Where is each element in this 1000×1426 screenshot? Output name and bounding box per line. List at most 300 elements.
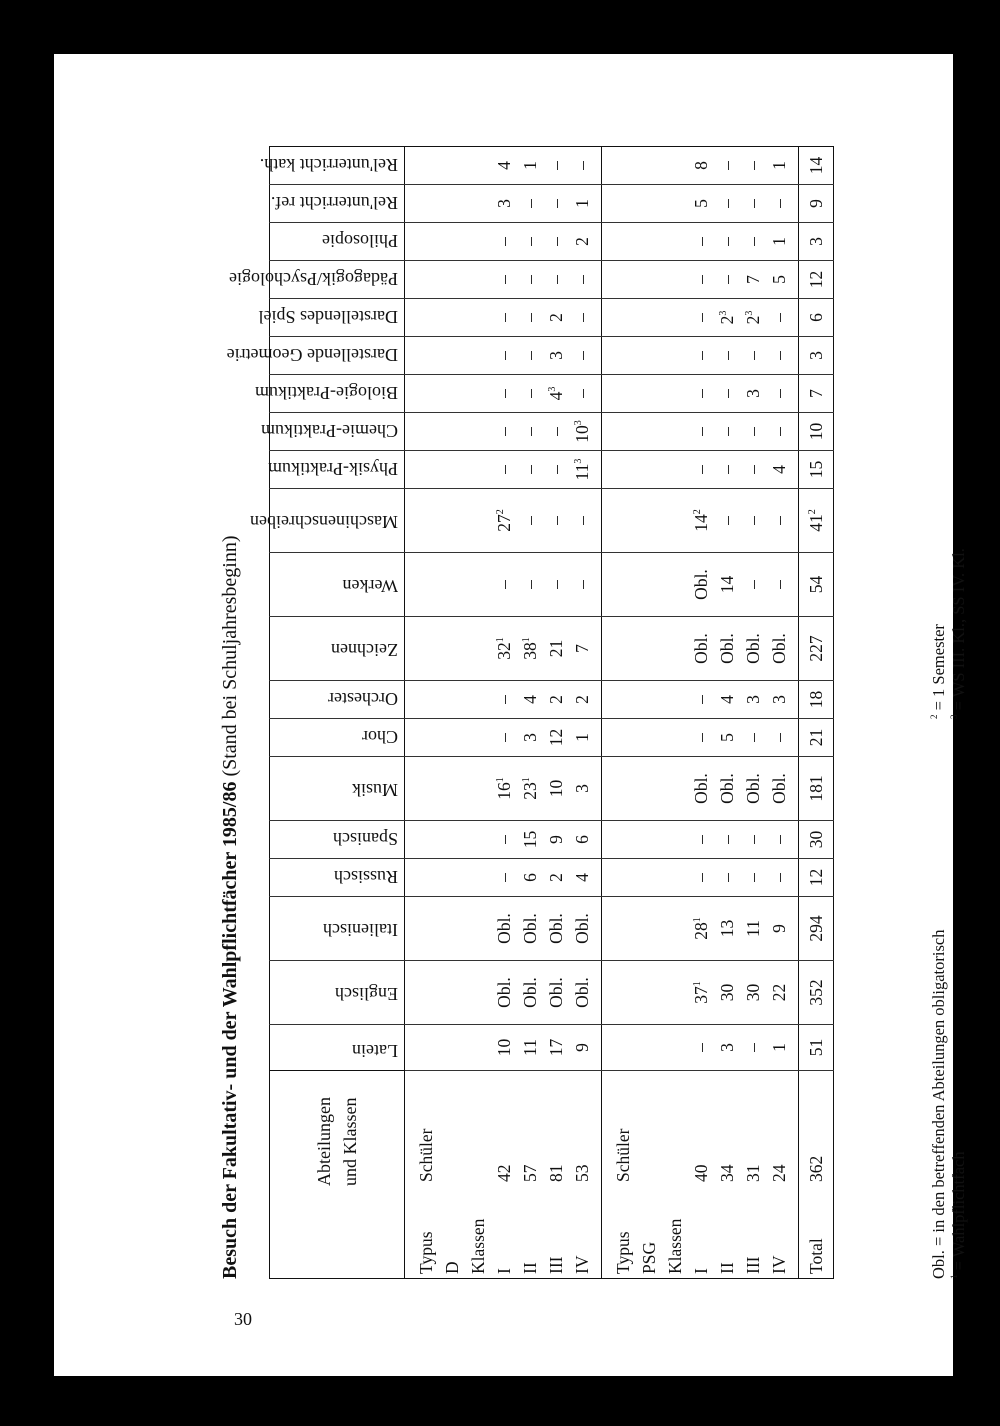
spacer xyxy=(413,961,439,1024)
spacer xyxy=(465,489,491,552)
data-column xyxy=(602,617,799,681)
footnote-mark: 1 xyxy=(692,917,703,923)
data-column xyxy=(405,299,602,337)
spacer xyxy=(636,1025,662,1070)
data-column xyxy=(405,617,602,681)
spacer xyxy=(636,617,662,680)
table-cell: 2 xyxy=(717,315,737,325)
klasse: III xyxy=(546,1256,566,1274)
schueler-count: 57 xyxy=(520,1164,540,1182)
table-cell: 3 xyxy=(743,695,763,704)
data-column xyxy=(602,299,799,337)
spacer xyxy=(465,185,491,222)
table-cell: 1 xyxy=(769,161,789,170)
table-cell: 4 xyxy=(717,695,737,704)
table-cell: 7 xyxy=(806,389,826,398)
spacer xyxy=(610,489,636,552)
spacer xyxy=(413,617,439,680)
table-cell-sup xyxy=(569,413,595,450)
total-cell xyxy=(799,821,834,859)
table-cell: 14 xyxy=(691,514,711,532)
total-cell xyxy=(799,897,834,961)
schueler-label: Schüler xyxy=(613,1128,633,1182)
page-number: 30 xyxy=(234,1309,252,1329)
table-cell: 3 xyxy=(494,199,514,208)
spacer xyxy=(662,1025,688,1070)
spacer xyxy=(465,553,491,616)
table-cell: Obl. xyxy=(546,913,566,944)
table-cell: – xyxy=(691,237,711,246)
table-cell: – xyxy=(520,199,540,208)
schueler-count: 81 xyxy=(546,1164,566,1182)
table-cell: 15 xyxy=(806,460,826,479)
spacer xyxy=(413,1025,439,1070)
table-cell: – xyxy=(494,275,514,284)
spacer xyxy=(662,337,688,374)
table-cell: Obl. xyxy=(691,569,711,600)
klasse-row-label xyxy=(714,1071,740,1274)
table-cell: 14 xyxy=(717,575,737,594)
table-cell: – xyxy=(572,313,592,322)
data-column xyxy=(602,451,799,489)
table-cell: – xyxy=(520,275,540,284)
table-cell: – xyxy=(743,427,763,436)
spacer xyxy=(662,961,688,1024)
spacer xyxy=(439,451,465,488)
spacer xyxy=(610,897,636,960)
total-cell xyxy=(799,757,834,821)
spacer xyxy=(636,185,662,222)
data-column xyxy=(405,757,602,821)
table-cell: – xyxy=(494,351,514,360)
table-cell: – xyxy=(572,516,592,525)
table-cell: – xyxy=(743,835,763,844)
table-cell: 54 xyxy=(806,575,826,594)
table-cell: 9 xyxy=(769,924,789,933)
row-labels xyxy=(602,1071,799,1279)
data-column xyxy=(405,821,602,859)
table-cell: 7 xyxy=(743,275,763,284)
total-cell xyxy=(799,961,834,1025)
klasse: IV xyxy=(769,1255,789,1274)
total-cell xyxy=(799,337,834,375)
table-cell: 4 xyxy=(494,161,514,170)
table-cell: – xyxy=(520,465,540,474)
table-cell: – xyxy=(743,580,763,589)
table-cell: Obl. xyxy=(520,913,540,944)
spacer xyxy=(610,451,636,488)
col-header: Musik xyxy=(270,757,405,821)
table-cell: 3 xyxy=(806,351,826,360)
spacer xyxy=(413,413,439,450)
col-header: Zeichnen xyxy=(270,617,405,681)
total-cell xyxy=(799,1025,834,1071)
table-cell: – xyxy=(769,199,789,208)
spacer xyxy=(610,553,636,616)
spacer xyxy=(610,185,636,222)
spacer xyxy=(465,757,491,820)
spacer xyxy=(610,413,636,450)
col-header: Biologie-Praktikum xyxy=(270,375,405,413)
table-cell: – xyxy=(743,516,763,525)
spacer xyxy=(636,897,662,960)
table-cell: – xyxy=(743,237,763,246)
data-column xyxy=(405,451,602,489)
klassen-label: Klassen xyxy=(468,1218,488,1274)
col-header: Philosopie xyxy=(270,223,405,261)
spacer xyxy=(465,451,491,488)
table-cell: – xyxy=(520,351,540,360)
table-cell: 27 xyxy=(494,514,514,532)
table-cell: – xyxy=(717,161,737,170)
spacer xyxy=(413,859,439,896)
spacer xyxy=(636,757,662,820)
table-cell: Obl. xyxy=(572,977,592,1008)
data-column xyxy=(405,375,602,413)
table-cell: 14 xyxy=(806,156,826,175)
table-cell: – xyxy=(769,733,789,742)
typus-value: PSG xyxy=(639,1241,659,1274)
data-column xyxy=(405,897,602,961)
spacer xyxy=(413,757,439,820)
spacer xyxy=(610,223,636,260)
table-cell: 9 xyxy=(806,199,826,208)
table-cell: – xyxy=(546,580,566,589)
spacer xyxy=(465,375,491,412)
scanned-page xyxy=(54,54,968,1376)
table-cell: 12 xyxy=(546,728,566,747)
header-row xyxy=(270,147,405,1279)
table-cell: – xyxy=(743,465,763,474)
spacer xyxy=(439,261,465,298)
spacer xyxy=(610,617,636,680)
table-cell: 21 xyxy=(546,639,566,658)
table-cell: – xyxy=(769,873,789,882)
data-column xyxy=(602,961,799,1025)
spacer xyxy=(413,719,439,756)
spacer xyxy=(662,821,688,858)
table-cell: – xyxy=(691,427,711,436)
footnote-mark: 3 xyxy=(718,310,729,316)
table-cell-sup xyxy=(517,617,543,680)
spacer xyxy=(465,681,491,718)
table-cell: 18 xyxy=(806,690,826,709)
footnote-mark: 3 xyxy=(744,310,755,316)
table-cell: 41 xyxy=(806,514,826,532)
table-cell: 37 xyxy=(691,986,711,1004)
table-cell: – xyxy=(743,733,763,742)
total-cell xyxy=(799,451,834,489)
table-cell: 11 xyxy=(743,920,763,937)
footnotes xyxy=(929,199,969,1279)
table-cell-sup xyxy=(688,489,714,552)
table-cell: 51 xyxy=(806,1038,826,1057)
table-cell-sup xyxy=(714,299,740,336)
data-column xyxy=(602,757,799,821)
spacer xyxy=(610,961,636,1024)
table-cell: – xyxy=(520,427,540,436)
table-cell: – xyxy=(494,427,514,436)
spacer xyxy=(439,489,465,552)
table-cell: 3 xyxy=(806,237,826,246)
data-column xyxy=(405,413,602,451)
spacer xyxy=(610,859,636,896)
table-cell: 3 xyxy=(572,784,592,793)
table-cell: Obl. xyxy=(520,977,540,1008)
data-column xyxy=(602,337,799,375)
table-cell: – xyxy=(717,351,737,360)
table-cell: 227 xyxy=(806,635,826,662)
table-cell: – xyxy=(717,465,737,474)
table-cell-sup xyxy=(517,757,543,820)
spacer xyxy=(636,821,662,858)
data-column xyxy=(602,553,799,617)
table-cell: – xyxy=(717,389,737,398)
table-cell: – xyxy=(717,199,737,208)
table-cell: 1 xyxy=(572,199,592,208)
block-typus-d xyxy=(405,147,602,1279)
table-cell: 1 xyxy=(572,733,592,742)
table-cell: – xyxy=(572,389,592,398)
typus-value: D xyxy=(442,1261,462,1274)
table-cell-sup xyxy=(543,375,569,412)
table-cell: – xyxy=(743,161,763,170)
table-cell: – xyxy=(769,351,789,360)
data-column xyxy=(405,681,602,719)
table-cell: 8 xyxy=(691,161,711,170)
spacer xyxy=(636,451,662,488)
table-cell: 16 xyxy=(494,782,514,800)
data-column xyxy=(602,413,799,451)
table-cell: 2 xyxy=(546,695,566,704)
spacer xyxy=(439,413,465,450)
col-header: Maschinenschreiben xyxy=(270,489,405,553)
sup-2: 2 xyxy=(929,714,939,719)
klasse: I xyxy=(494,1268,514,1274)
spacer xyxy=(662,719,688,756)
table-cell: 2 xyxy=(572,237,592,246)
spacer xyxy=(662,553,688,616)
spacer xyxy=(662,617,688,680)
table-cell: – xyxy=(494,695,514,704)
spacer xyxy=(636,299,662,336)
data-column xyxy=(602,185,799,223)
spacer xyxy=(465,961,491,1024)
spacer xyxy=(439,1025,465,1070)
table-cell: – xyxy=(494,313,514,322)
table-cell: 30 xyxy=(717,983,737,1002)
data-column xyxy=(602,147,799,185)
spacer xyxy=(465,719,491,756)
table-cell: – xyxy=(691,389,711,398)
total-label: Total xyxy=(806,1238,826,1274)
footnote-line-2 xyxy=(949,199,969,1279)
table-cell: 294 xyxy=(806,915,826,942)
footnote-mark: 2 xyxy=(495,509,506,515)
table-cell: 3 xyxy=(546,351,566,360)
table-cell: – xyxy=(572,351,592,360)
table-cell: – xyxy=(691,351,711,360)
klasse: II xyxy=(520,1262,540,1274)
table-cell: – xyxy=(691,733,711,742)
klasse: I xyxy=(691,1268,711,1274)
table-cell: 32 xyxy=(494,642,514,660)
data-column xyxy=(602,489,799,553)
table-cell: 2 xyxy=(546,873,566,882)
table-cell: Obl. xyxy=(494,977,514,1008)
spacer xyxy=(636,261,662,298)
spacer xyxy=(662,451,688,488)
spacer xyxy=(662,413,688,450)
table-cell: – xyxy=(743,873,763,882)
spacer xyxy=(413,261,439,298)
table-cell: 7 xyxy=(572,644,592,653)
spacer xyxy=(465,1025,491,1070)
spacer xyxy=(610,261,636,298)
klasse-row-label xyxy=(688,1071,714,1274)
table-cell: 3 xyxy=(743,389,763,398)
data-column xyxy=(405,337,602,375)
spacer xyxy=(662,261,688,298)
col-header: Pädagogik/Psychologie xyxy=(270,261,405,299)
total-cell xyxy=(799,299,834,337)
total-cell xyxy=(799,859,834,897)
table-cell: – xyxy=(717,873,737,882)
footnote-mark: 1 xyxy=(692,981,703,987)
spacer xyxy=(465,821,491,858)
table-cell: – xyxy=(691,873,711,882)
table-cell: 3 xyxy=(717,1043,737,1052)
table-cell: – xyxy=(494,835,514,844)
data-column xyxy=(405,553,602,617)
spacer xyxy=(413,337,439,374)
table-cell: – xyxy=(691,465,711,474)
spacer xyxy=(465,147,491,184)
spacer xyxy=(636,681,662,718)
spacer xyxy=(636,719,662,756)
klasse-row-label xyxy=(517,1071,543,1274)
spacer xyxy=(413,681,439,718)
table-cell: 4 xyxy=(572,873,592,882)
table-cell: – xyxy=(691,275,711,284)
spacer xyxy=(662,375,688,412)
data-column xyxy=(405,859,602,897)
spacer xyxy=(636,489,662,552)
spacer xyxy=(636,961,662,1024)
footnote-mark: 1 xyxy=(495,637,506,643)
table-cell: 5 xyxy=(717,733,737,742)
data-column xyxy=(405,961,602,1025)
table-cell: 352 xyxy=(806,979,826,1006)
footnote-mark: 3 xyxy=(573,458,584,464)
spacer xyxy=(439,897,465,960)
schueler-count: 34 xyxy=(717,1164,737,1182)
data-column xyxy=(405,223,602,261)
table-cell: 5 xyxy=(691,199,711,208)
data-column xyxy=(602,375,799,413)
col-header: Spanisch xyxy=(270,821,405,859)
klassen-label: Klassen xyxy=(665,1218,685,1274)
spacer xyxy=(439,147,465,184)
table-cell: – xyxy=(546,516,566,525)
table-cell: Obl. xyxy=(691,633,711,664)
table-cell: Obl. xyxy=(494,913,514,944)
col-header: Rel'unterricht kath. xyxy=(270,147,405,185)
table-cell-sup xyxy=(688,897,714,960)
table-cell: – xyxy=(520,516,540,525)
typus-line xyxy=(610,1071,636,1274)
table-cell: 1 xyxy=(769,237,789,246)
spacer xyxy=(465,897,491,960)
footnote-mark: 1 xyxy=(495,777,506,783)
col-header: Englisch xyxy=(270,961,405,1025)
klasse-row-label xyxy=(569,1071,595,1274)
spacer xyxy=(413,185,439,222)
col-header: Italienisch xyxy=(270,897,405,961)
data-column xyxy=(405,147,602,185)
spacer xyxy=(465,261,491,298)
footnote-mark: 2 xyxy=(692,509,703,515)
footnote-mark: 3 xyxy=(573,420,584,426)
table-cell: – xyxy=(691,313,711,322)
total-cell xyxy=(799,223,834,261)
spacer xyxy=(465,617,491,680)
spacer xyxy=(636,553,662,616)
rotated-content xyxy=(219,155,968,1279)
spacer xyxy=(439,553,465,616)
row-labels xyxy=(405,1071,602,1279)
table-cell: 4 xyxy=(769,465,789,474)
schueler-label: Schüler xyxy=(416,1128,436,1182)
table-cell: – xyxy=(743,351,763,360)
spacer xyxy=(465,413,491,450)
table-cell: – xyxy=(717,516,737,525)
table-cell: 10 xyxy=(546,779,566,798)
table-cell: 1 xyxy=(520,161,540,170)
spacer xyxy=(465,299,491,336)
schueler-count: 40 xyxy=(691,1164,711,1182)
total-cell xyxy=(799,681,834,719)
data-column xyxy=(405,489,602,553)
col-header: Physik-Praktikum xyxy=(270,451,405,489)
spacer xyxy=(636,859,662,896)
typus-label: Typus xyxy=(613,1231,633,1274)
table-cell: – xyxy=(546,427,566,436)
table-cell: – xyxy=(769,389,789,398)
spacer xyxy=(439,617,465,680)
data-column xyxy=(602,897,799,961)
table-cell: Obl. xyxy=(691,773,711,804)
spacer xyxy=(413,553,439,616)
table-cell: Obl. xyxy=(546,977,566,1008)
table-cell-sup xyxy=(688,961,714,1024)
table-cell: 15 xyxy=(520,830,540,849)
spacer xyxy=(662,185,688,222)
total-cell xyxy=(799,413,834,451)
table-cell: 5 xyxy=(769,275,789,284)
table-cell: – xyxy=(717,835,737,844)
data-column xyxy=(602,719,799,757)
table-cell-sup xyxy=(491,757,517,820)
col-header: Russisch xyxy=(270,859,405,897)
spacer xyxy=(636,337,662,374)
table-cell-sup xyxy=(569,451,595,488)
table-cell: 13 xyxy=(717,919,737,938)
table-cell: 1 xyxy=(769,1043,789,1052)
title-normal: (Stand bei Schuljahresbeginn) xyxy=(219,535,241,782)
table-cell: – xyxy=(572,275,592,284)
data-column xyxy=(602,859,799,897)
